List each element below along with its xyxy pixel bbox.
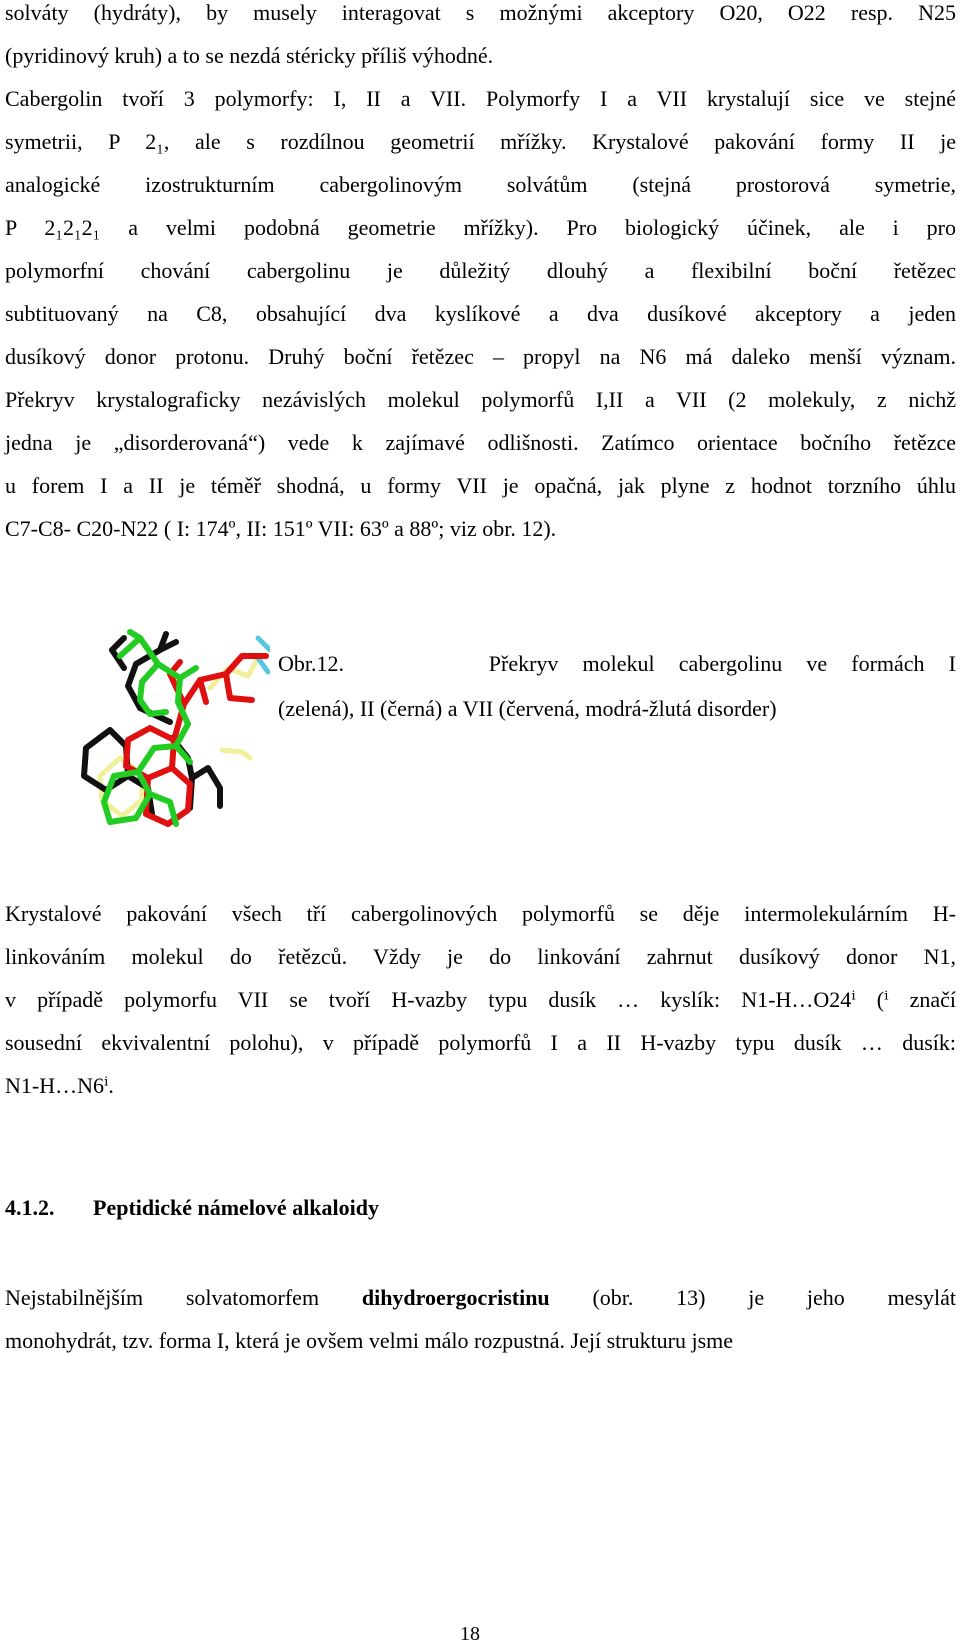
- section-number: 4.1.2.: [5, 1195, 55, 1220]
- text-line: jedna je „disorderovaná“) vede k zajímavé odlišnosti. Zatímco orientace bočního řetězce: [5, 430, 956, 455]
- text-line: analogické izostrukturním cabergolinovým solvátům (stejná prostorová symetrie,: [5, 172, 956, 197]
- text-line: Krystalové pakování všech tří cabergolinových polymorfů se děje intermolekulárním H-: [5, 901, 956, 926]
- text-line: P 2₁2₁2₁ a velmi podobná geometrie mřížky). Pro biologický účinek, ale i pro: [5, 215, 956, 240]
- text-span: (obr. 13) je jeho mesylát: [549, 1285, 956, 1310]
- text-line: (pyridinový kruh) a to se nezdá stéricky příliš výhodné.: [5, 43, 494, 68]
- text-line: v případě polymorfu VII se tvoří H-vazby typu dusík … kyslík: N1-H…O24ⁱ (ⁱ značí: [5, 987, 956, 1012]
- text-line: subtituovaný na C8, obsahující dva kyslíkové a dva dusíkové akceptory a jeden: [5, 301, 956, 326]
- cabergolin-overlay-image: [80, 628, 270, 858]
- page-number: 18: [460, 1623, 480, 1645]
- figure-caption-text: Překryv molekul cabergolinu ve formách I: [488, 651, 957, 676]
- bold-term: dihydroergocristinu: [361, 1285, 550, 1310]
- text-line: dusíkový donor protonu. Druhý boční řetězec – propyl na N6 má daleko menší význam.: [5, 344, 956, 369]
- text-line: [5, 1283, 956, 1313]
- text-line: Překryv krystalograficky nezávislých molekul polymorfů I,II a VII (2 molekuly, z nichž: [5, 387, 956, 412]
- text-line: monohydrát, tzv. forma I, která je ovšem velmi málo rozpustná. Její strukturu jsme: [5, 1328, 734, 1353]
- text-line: N1-H…N6ⁱ.: [5, 1073, 114, 1098]
- text-line: symetrii, P 2₁, ale s rozdílnou geometrií mřížky. Krystalové pakování formy II je: [5, 129, 956, 154]
- text-line: solváty (hydráty), by musely interagovat s možnými akceptory O20, O22 resp. N25: [5, 0, 956, 25]
- section-title: Peptidické námelové alkaloidy: [93, 1195, 379, 1220]
- figure-caption-line-2: (zelená), II (černá) a VII (červená, modrá-žlutá disorder): [278, 696, 777, 721]
- figure-label: Obr.12.: [278, 651, 344, 676]
- text-line: linkováním molekul do řetězců. Vždy je do linkování zahrnut dusíkový donor N1,: [5, 944, 956, 969]
- text-line: sousední ekvivalentní polohu), v případě polymorfů I a II H-vazby typu dusík … dusík:: [5, 1030, 956, 1055]
- text-line: Cabergolin tvoří 3 polymorfy: I, II a VII. Polymorfy I a VII krystalují sice ve stejné: [5, 86, 956, 111]
- text-line: u forem I a II je téměř shodná, u formy VII je opačná, jak plyne z hodnot torzního úhlu: [5, 473, 956, 498]
- form-II-molecule: [84, 634, 220, 814]
- text-line: polymorfní chování cabergolinu je důležitý dlouhý a flexibilní boční řetězec: [5, 258, 956, 283]
- figure-caption-line: [278, 649, 956, 679]
- section-heading: [5, 1193, 379, 1223]
- molecule-overlay-figure: [80, 628, 270, 858]
- text-span: Nejstabilnějším solvatomorfem: [5, 1285, 362, 1310]
- text-line: C7-C8- C20-N22 ( I: 174º, II: 151º VII: 63º a 88º; viz obr. 12).: [5, 516, 557, 541]
